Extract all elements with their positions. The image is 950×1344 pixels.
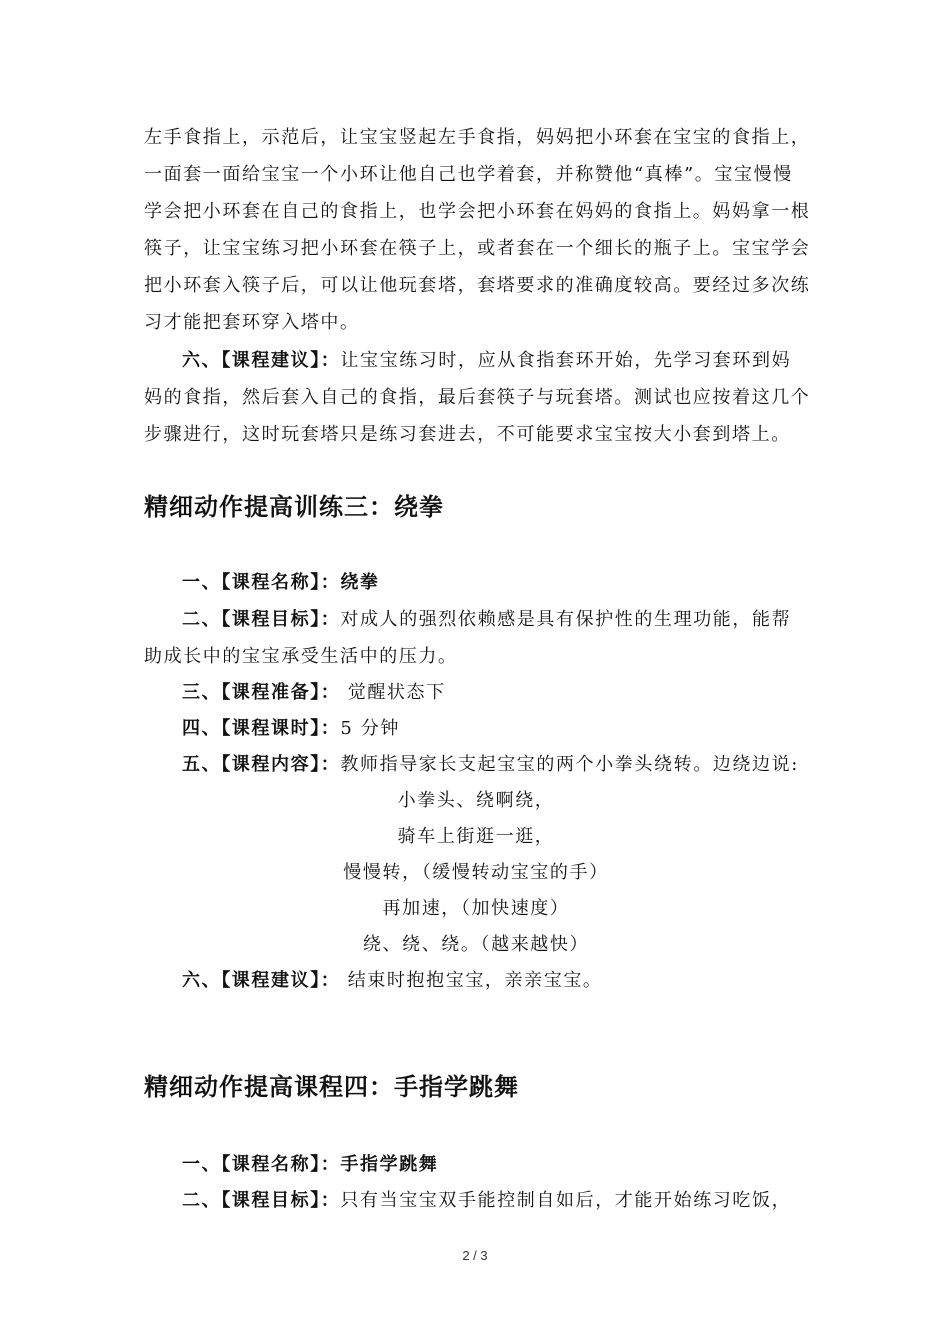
course-goal-label: 二、【课程目标】： (182, 1190, 341, 1211)
course-suggestion-line (182, 968, 808, 994)
suggestion-label: 六、【课程建议】： (182, 350, 341, 371)
course-name-label: 一、【课程名称】： (182, 572, 341, 593)
page-number: 2 / 3 (462, 1248, 488, 1263)
course-goal-line: 助成长中的宝宝承受生活中的压力。 (144, 646, 458, 667)
suggestion-line: 步骤进行，这时玩套塔只是练习套进去，不可能要求宝宝按大小套到塔上。 (144, 424, 791, 445)
suggestion-line (182, 348, 808, 374)
course-name-label: 一、【课程名称】： (182, 1154, 341, 1175)
course-goal-text: 只有当宝宝双手能控制自如后，才能开始练习吃饭， (340, 1190, 792, 1211)
course-name-line (182, 1152, 808, 1178)
course-content-text: 教师指导家长支起宝宝的两个小拳头绕转。边绕边说: (340, 754, 799, 775)
course-content-line (182, 752, 808, 778)
paragraph-line: 筷子，让宝宝练习把小环套在筷子上，或者套在一个细长的瓶子上。宝宝学会 (144, 238, 811, 259)
course-time-line (182, 716, 808, 742)
course-name-line (182, 570, 808, 596)
course-name-value: 绕拳 (340, 572, 380, 593)
course-name-value: 手指学跳舞 (340, 1154, 439, 1175)
paragraph-line: 一面套一面给宝宝一个小环让他自己也学着套，并称赞他“真棒”。宝宝慢慢 (144, 164, 793, 185)
course-goal-line (182, 1188, 808, 1214)
course-goal-text: 对成人的强烈依赖感是具有保护性的生理功能，能帮 (340, 609, 792, 630)
course-prep-value: 觉醒状态下 (340, 682, 446, 703)
course-suggestion-text: 结束时抱抱宝宝，亲亲宝宝。 (340, 970, 603, 991)
course-time-label: 四、【课程课时】： (182, 718, 341, 739)
course-suggestion-label: 六、【课程建议】： (182, 970, 341, 991)
rhyme-line: 骑车上街逛一逛， (397, 826, 555, 847)
section-heading: 精细动作提高课程四：手指学跳舞 (144, 1073, 519, 1101)
suggestion-text: 让宝宝练习时，应从食指套环开始，先学习套环到妈 (340, 350, 792, 371)
section-heading: 精细动作提高训练三：绕拳 (144, 493, 444, 521)
course-prep-line (182, 680, 808, 706)
rhyme-line: 再加速，（加快速度） (382, 898, 570, 919)
rhyme-line: 绕、绕、绕。（越来越快） (362, 934, 590, 955)
paragraph-line: 学会把小环套在自己的食指上，也学会把小环套在妈妈的食指上。妈妈拿一根 (144, 201, 811, 222)
course-prep-label: 三、【课程准备】： (182, 682, 341, 703)
course-goal-line (182, 607, 808, 633)
paragraph-line: 把小环套入筷子后，可以让他玩套塔，套塔要求的准确度较高。要经过多次练 (144, 275, 811, 296)
rhyme-line: 小拳头、绕啊绕， (397, 790, 555, 811)
course-time-value: 5 分钟 (340, 718, 400, 739)
course-content-label: 五、【课程内容】： (182, 754, 341, 775)
paragraph-line: 左手食指上，示范后，让宝宝竖起左手食指，妈妈把小环套在宝宝的食指上， (144, 127, 811, 148)
rhyme-line: 慢慢转，（缓慢转动宝宝的手） (343, 862, 609, 883)
course-goal-label: 二、【课程目标】： (182, 609, 341, 630)
paragraph-line: 习才能把套环穿入塔中。 (144, 312, 360, 333)
suggestion-line: 妈的食指，然后套入自己的食指，最后套筷子与玩套塔。测试也应按着这几个 (144, 387, 811, 408)
